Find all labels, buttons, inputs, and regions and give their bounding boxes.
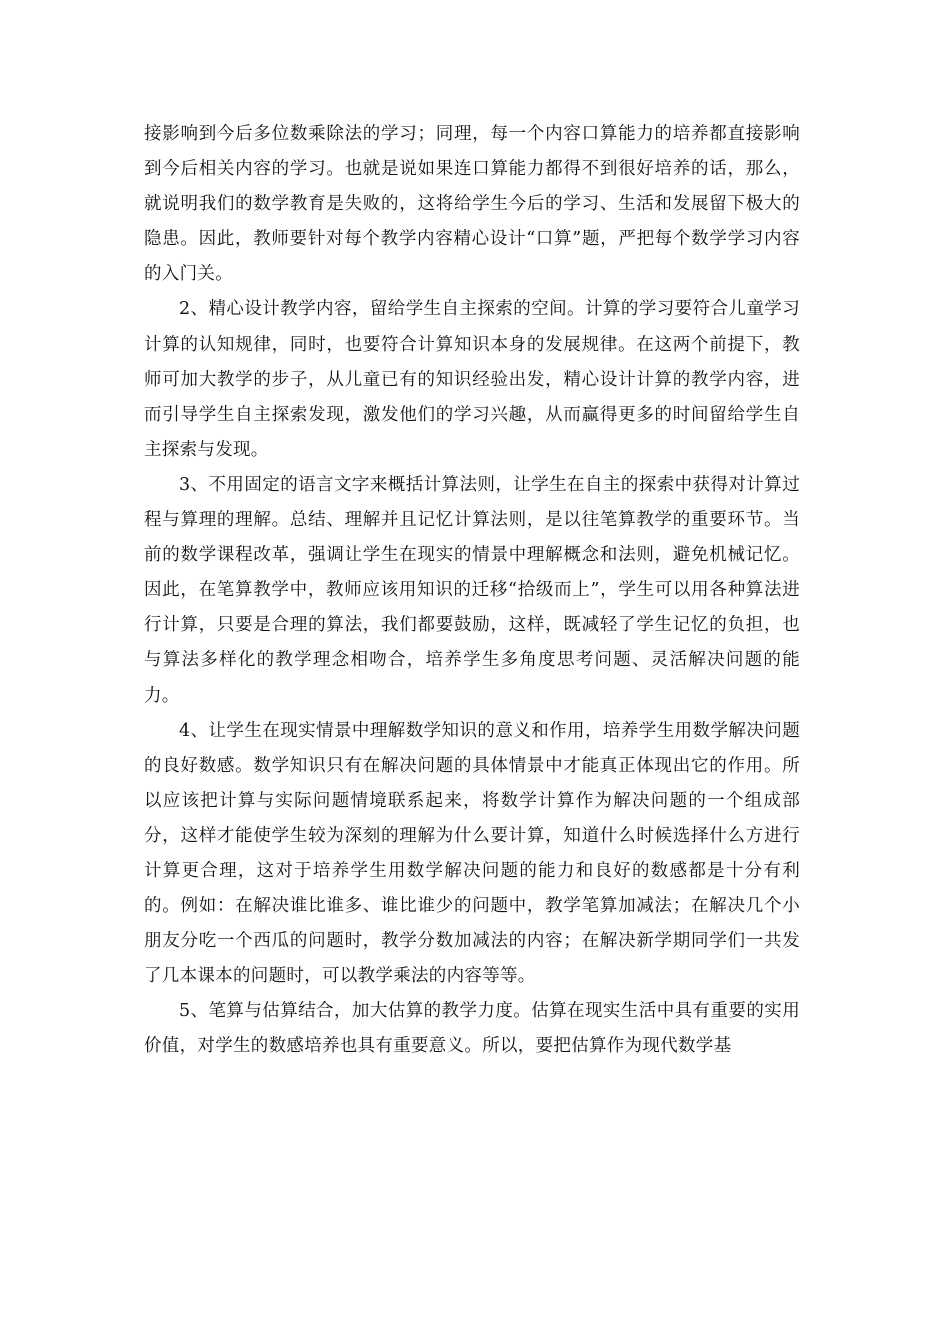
body-text (144, 117, 800, 1065)
paragraph-item-2: 2、精心设计教学内容，留给学生自主探索的空间。计算的学习要符合儿童学习计算的认知规律，同时，也要符合计算知识本身的发展规律。在这两个前提下，教师可加大教学的步子，从儿童已有的知识经验出发，精心设计计算的教学内容，进而引导学生自主探索发现，激发他们的学习兴趣，从而赢得更多的时间留给学生自主探索与发现。 (144, 299, 800, 460)
paragraph-item-4: 4、让学生在现实情景中理解数学知识的意义和作用，培养学生用数学解决问题的良好数感。数学知识只有在解决问题的具体情景中才能真正体现出它的作用。所以应该把计算与实际问题情境联系起来，将数学计算作为解决问题的一个组成部分，这样才能使学生较为深刻的理解为什么要计算，知道什么时候选择什么方进行计算更合理，这对于培养学生用数学解决问题的能力和良好的数感都是十分有利的。例如：在解决谁比谁多、谁比谁少的问题中，教学笔算加减法；在解决几个小朋友分吃一个西瓜的问题时，教学分数加减法的内容；在解决新学期同学们一共发了几本课本的问题时，可以教学乘法的内容等等。 (144, 720, 800, 987)
paragraph-continuation: 接影响到今后多位数乘除法的学习；同理，每一个内容口算能力的培养都直接影响到今后相关内容的学习。也就是说如果连口算能力都得不到很好培养的话，那么，就说明我们的数学教育是失败的，这将给学生今后的学习、生活和发展留下极大的隐患。因此，教师要针对每个教学内容精心设计“口算”题，严把每个数学学习内容的入门关。 (144, 124, 800, 285)
paragraph-item-3: 3、不用固定的语言文字来概括计算法则，让学生在自主的探索中获得对计算过程与算理的理解。总结、理解并且记忆计算法则，是以往笔算教学的重要环节。当前的数学课程改革，强调让学生在现实的情景中理解概念和法则，避免机械记忆。因此，在笔算教学中，教师应该用知识的迁移“拾级而上”，学生可以用各种算法进行计算，只要是合理的算法，我们都要鼓励，这样，既减轻了学生记忆的负担，也与算法多样化的教学理念相吻合，培养学生多角度思考问题、灵活解决问题的能力。 (144, 474, 800, 706)
paragraph-item-5: 5、笔算与估算结合，加大估算的教学力度。估算在现实生活中具有重要的实用价值，对学生的数感培养也具有重要意义。所以，要把估算作为现代数学基 (144, 1001, 800, 1057)
